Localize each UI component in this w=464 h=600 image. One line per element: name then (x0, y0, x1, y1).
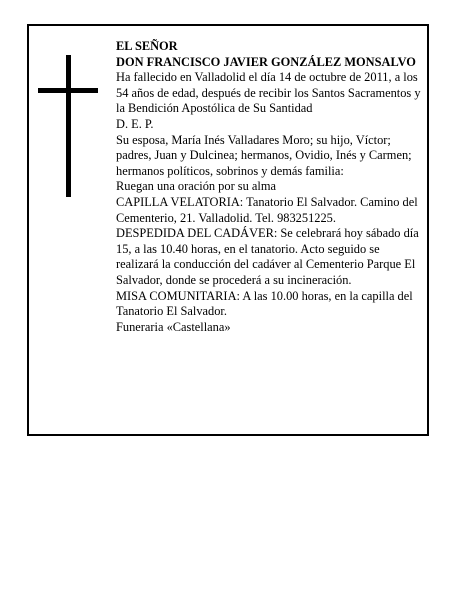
mass-info: MISA COMUNITARIA: A las 10.00 horas, en la capilla del Tanatorio El Salvador. (116, 288, 413, 319)
heading-title: EL SEÑOR (116, 39, 178, 53)
wake-chapel-info: CAPILLA VELATORIA: Tanatorio El Salvador. Camino del Cementerio, 21. Valladolid. Tel. 983251225. (116, 194, 418, 225)
death-announcement: Ha fallecido en Valladolid el día 14 de octubre de 2011, a los 54 años de edad, después de recibir los Santos Sacramentos y la Bendición Apostólica de Su Santidad (116, 70, 421, 116)
prayer-request: Ruegan una oración por su alma (116, 179, 276, 194)
family-list: Su esposa, María Inés Valladares Moro; su hijo, Víctor; padres, Juan y Dulcinea; hermanos, Ovidio, Inés y Carmen; hermanos políticos, sobrinos y demás familia: (116, 132, 412, 178)
deceased-name: DON FRANCISCO JAVIER GONZÁLEZ MONSALVO (116, 54, 416, 69)
cross-horizontal-bar (38, 88, 98, 93)
obituary-text (116, 39, 424, 335)
funeral-home: Funeraria «Castellana» (116, 319, 231, 334)
rip-line: D. E. P. (116, 116, 154, 131)
farewell-info: DESPEDIDA DEL CADÁVER: Se celebrará hoy sábado día 15, a las 10.40 horas, en el tanatorio. Acto seguido se realizará la conducción del cadáver al Cementerio Parque El Salvador, donde se procederá a su incineración. (116, 226, 419, 287)
cross-vertical-bar (66, 55, 71, 197)
